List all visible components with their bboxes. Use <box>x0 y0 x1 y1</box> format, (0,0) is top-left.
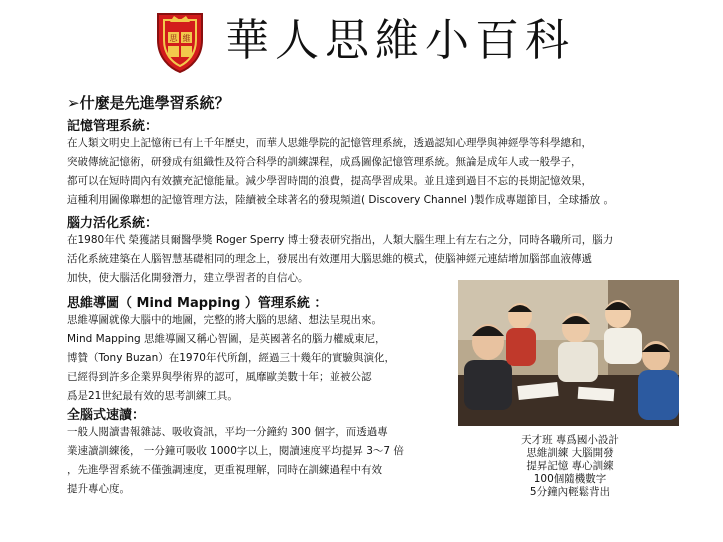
photo-caption <box>480 434 660 499</box>
text-line: 突破傳統記憶術，研發成有組織性及符合科學的訓練課程，成爲圖像記憶管理系統。無論是成年人或一般學子， <box>67 156 582 168</box>
text-line: 已經得到許多企業界與學術界的認可，風靡歐美數十年；並被公認 <box>67 371 372 383</box>
text-line: 活化系統建築在人腦智慧基礎相同的理念上，發展出有效運用大腦思維的模式，使腦神經元連結增加腦部血液傳遞 <box>67 253 592 265</box>
section-body-memory <box>67 134 614 210</box>
text-line: 業速讀訓練後， 一分鐘可吸收 1000字以上，閱讀速度平均提昇 3～7 倍 <box>67 445 404 457</box>
caption-line: 思維訓練 大腦開發 <box>526 447 614 459</box>
section-title-brain: 腦力活化系統： <box>67 216 159 231</box>
text-line: 在人類文明史上記憶術已有上千年歷史，而華人思維學院的記憶管理系統，透過認知心理學與神經學等科學總和， <box>67 137 592 149</box>
caption-line: 100個隨機數字 <box>533 473 607 485</box>
page-title: 華人思維小百科 <box>225 15 575 66</box>
logo-char-2: 維 <box>182 34 191 43</box>
caption-line: 5分鐘內輕鬆背出 <box>529 486 611 498</box>
logo-char-1: 思 <box>169 34 178 43</box>
text-line: 思維導圖就像大腦中的地圖，完整的將大腦的思緒、想法呈現出來。 <box>67 314 382 326</box>
section-title-speedreading: 全腦式速讀： <box>67 408 146 423</box>
section-body-speedreading <box>67 423 404 499</box>
text-line: 都可以在短時間內有效擴充記憶能量。減少學習時間的浪費，提高學習成果。並且達到過目不忘的長期記憶效果， <box>67 175 592 187</box>
text-line: 博贊（Tony Buzan）在1970年代所創，經過三十幾年的實驗與演化， <box>67 352 395 364</box>
section-body-mindmap <box>67 311 395 406</box>
caption-line: 天才班 專爲國小設計 <box>521 434 619 446</box>
text-line: 提升專心度。 <box>67 483 130 495</box>
question-heading: ➢什麼是先進學習系統？ <box>67 94 230 112</box>
text-line: 在1980年代 榮獲諾貝爾醫學獎 Roger Sperry 博士發表研究指出，人類大腦生理上有左右之分，同時各職所司，腦力 <box>67 234 614 246</box>
logo-shield-icon <box>150 10 210 74</box>
text-line: 這種利用圖像聯想的記憶管理方法，陸續被全球著名的發現頻道( Discovery Channel )製作成專題節目，全球播放 。 <box>67 194 615 206</box>
text-line: 一般人閱讀書報雜誌、吸收資訊，平均一分鐘約 300 個字，而透過專 <box>67 426 388 438</box>
caption-line: 提昇記憶 專心訓練 <box>526 460 614 472</box>
section-title-mindmap: 思維導圖（ Mind Mapping ）管理系統 ： <box>67 296 328 311</box>
text-line: ，先進學習系統不僅強調速度，更重視理解，同時在訓練過程中有效 <box>67 464 382 476</box>
section-title-memory: 記憶管理系統： <box>67 119 159 134</box>
text-line: Mind Mapping 思維導圖又稱心智圖，是英國著名的腦力權威東尼， <box>67 333 386 345</box>
text-line: 爲是21世紀最有效的思考訓練工具。 <box>67 390 238 402</box>
text-line: 加快，使大腦活化開發潛力，建立學習者的自信心。 <box>67 272 309 284</box>
classroom-photo <box>458 280 679 426</box>
